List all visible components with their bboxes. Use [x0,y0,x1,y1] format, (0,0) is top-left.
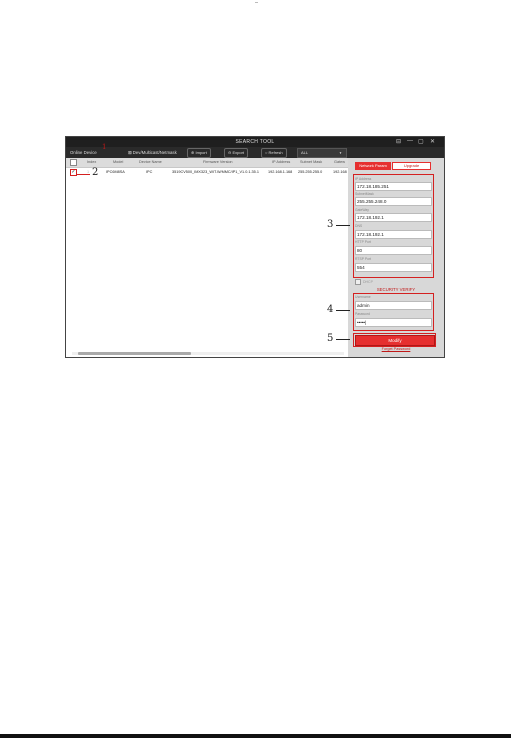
refresh-icon: ○ [265,150,269,155]
page-mark [255,2,258,3]
search-tool-window [65,136,445,358]
cell-firmware: 3519CV500_IMX323_WIT.W/MMC/IP1_V1.0.1.35.1 [172,170,259,174]
ip-address-field[interactable]: 172.18.185.251 [355,182,432,191]
forget-password-link[interactable]: Forget Password [381,347,411,351]
minimize-icon[interactable]: — [407,138,413,144]
multicast-icon: ⊠ [128,150,133,155]
rtsp-port-field[interactable]: 554 [355,263,432,272]
row-checkbox[interactable]: ✓ [71,169,76,175]
column-header[interactable]: Model [113,160,124,164]
device-table [66,158,348,357]
dns-field[interactable]: 172.18.192.1 [355,230,432,239]
cell-ip: 192.168.1.168 [268,170,293,174]
tab-upgrade[interactable]: Upgrade [392,162,431,170]
dhcp-checkbox[interactable] [355,279,373,285]
username-label: Username [355,295,371,299]
filter-select[interactable] [297,148,347,158]
callout-4-line [336,310,350,311]
http-port-field[interactable]: 80 [355,246,432,255]
gateway-label: GateWay [355,208,370,212]
password-field[interactable]: •••••| [355,318,432,327]
subnet-mask-label: SubnetMask [355,192,374,196]
column-header[interactable]: Gatew [334,160,345,164]
gateway-field[interactable]: 172.18.192.1 [355,213,432,222]
ip-address-label: IP Address [355,177,372,181]
http-port-label: HTTP Port [355,240,371,244]
dhcp-label: DHCP [363,279,373,284]
column-header[interactable]: Subnet Mask [300,160,323,164]
checkbox-icon [355,279,361,285]
table-header [66,158,348,168]
title-bar [66,137,444,147]
toolbar [66,143,444,158]
table-row[interactable] [66,168,348,177]
export-label: Export [232,150,245,155]
callout-2-line [76,174,90,175]
cell-index: 1 [87,170,90,174]
column-header[interactable]: Firmware Version [203,160,233,164]
rtsp-port-label: RTSP Port [355,257,372,261]
refresh-label: Refresh [268,150,283,155]
pin-icon[interactable]: ⊟ [396,139,402,145]
page-footer-bar [0,734,511,738]
multicast-label: Dev/Multicast/Netmask [132,150,177,155]
callout-5-line [336,339,350,340]
refresh-button[interactable] [261,148,287,158]
column-header[interactable]: Index [87,160,97,164]
cell-model: IPC6M8SA [106,170,125,174]
callout-3: 3 [327,219,334,230]
export-button[interactable] [224,148,248,158]
callout-1: 1 [102,143,107,151]
multicast-toggle[interactable] [128,150,177,156]
subnet-mask-field[interactable]: 255.255.248.0 [355,197,432,206]
select-all-checkbox[interactable] [70,159,77,166]
username-field[interactable]: admin [355,301,432,310]
security-verify-title: SECURITY VERIFY [376,287,416,292]
column-header[interactable]: IP Address [272,160,291,164]
modify-button[interactable]: Modify [355,335,435,346]
window-title: SEARCH TOOL [235,139,275,145]
chevron-down-icon: ▼ [339,151,342,155]
horizontal-scrollbar[interactable] [72,352,344,355]
import-icon: ⊕ [191,150,196,155]
cell-gateway: 192.168 [333,170,347,174]
scrollbar-thumb[interactable] [78,352,191,355]
close-icon[interactable]: ✕ [430,139,436,145]
import-button[interactable] [187,148,211,158]
import-label: Import [195,150,207,155]
filter-value: ALL [301,150,309,155]
maximize-icon[interactable]: ▢ [418,139,424,145]
export-icon: ⊖ [228,150,233,155]
callout-4: 4 [327,304,334,315]
dns-label: DNS [355,224,363,228]
password-label: Password [355,312,370,316]
column-header[interactable]: Device Name [139,160,162,164]
online-device-label: Online Device [70,150,97,155]
callout-3-line [336,225,350,226]
settings-panel [348,158,444,357]
cell-device-name: IPC [146,170,153,174]
cell-mask: 255.255.255.0 [298,170,323,174]
tab-network-param[interactable]: Network Param [355,162,391,170]
callout-5: 5 [327,333,334,344]
callout-2: 2 [92,167,99,178]
